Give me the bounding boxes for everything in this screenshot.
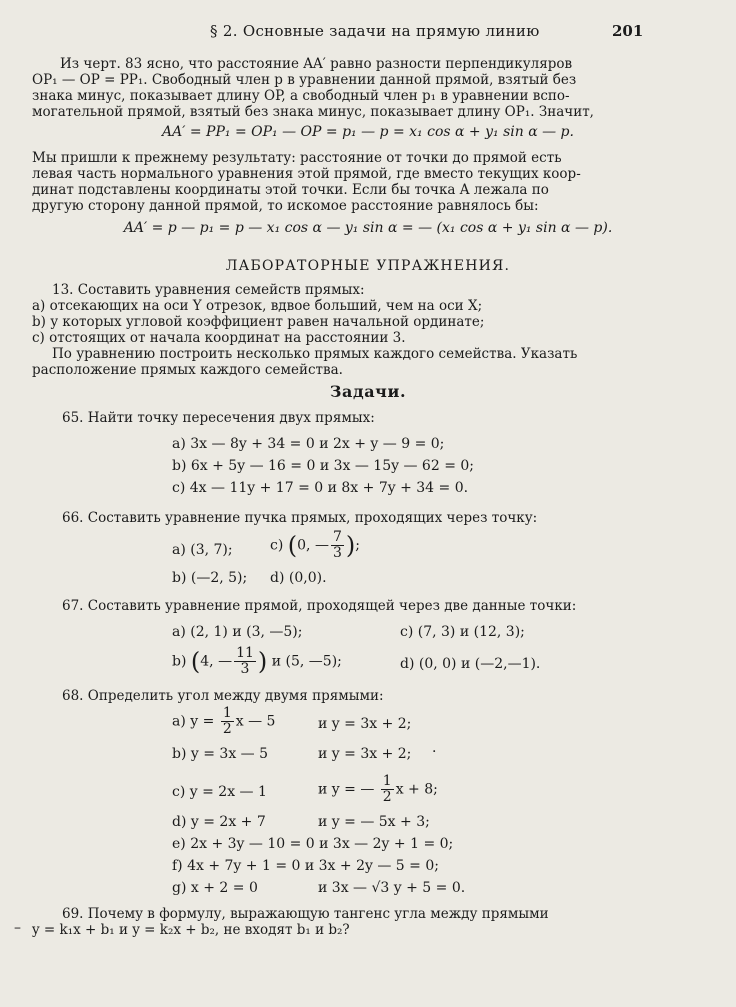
formula-1: AA′ = PP₁ = OP₁ — OP = p₁ — p = x₁ cos α + y₁ sin α — p. [162,124,574,140]
lab-heading: ЛАБОРАТОРНЫЕ УПРАЖНЕНИЯ. [225,258,511,274]
fraction-7-3: $\frac{7}{3}$ [332,529,342,561]
problem-66-b: b) (—2, 5); [172,570,248,586]
problem-69-line-1: 69. Почему в формулу, выражающую тангенс угла между прямыми [62,906,549,922]
problem-67-b: b) (4, — $\frac{11}{3}$ ) и (5, —5); [172,645,342,677]
fraction-1-2: $\frac{1}{2}$ [222,705,232,737]
problem-65-a: a) 3x — 8y + 34 = 0 и 2x + y — 9 = 0; [172,436,445,452]
intro-line-3: знака минус, показывает длину OP, а свободный член p₁ в уравнении вспо- [32,88,570,104]
problem-67-d: d) (0, 0) и (—2,—1). [400,656,541,672]
problem-66-text: 66. Составить уравнение пучка прямых, проходящих через точку: [62,510,538,526]
problem-66-a: a) (3, 7); [172,542,233,558]
intro2-line-2: левая часть нормального уравнения этой прямой, где вместо текущих коор- [32,166,581,182]
intro-line-4: могательной прямой, взятый без знака минус, показывает длину OP₁. Значит, [32,104,594,120]
problem-68-a-left: a) y = $\frac{1}{2}$ x — 5 [172,705,276,737]
fraction-11-3: $\frac{11}{3}$ [236,645,254,677]
problem-66-c: c) (0, — $\frac{7}{3}$ ); [270,529,360,561]
section-title: § 2. Основные задачи на прямую линию [210,22,540,40]
lab-line-5: По уравнению построить несколько прямых каждого семейства. Указать [52,346,578,362]
problem-68-g-right: и 3x — √3 y + 5 = 0. [318,880,466,896]
lab-line-6: расположение прямых каждого семейства. [32,362,343,378]
formula-2: AA′ = p — p₁ = p — x₁ cos α — y₁ sin α = — (x₁ cos α + y₁ sin α — p). [123,220,613,236]
fraction-1-2-b: $\frac{1}{2}$ [382,773,392,805]
problem-68-b-right: и y = 3x + 2; [318,746,412,762]
tasks-heading: Задачи. [329,382,407,401]
problem-65-text: 65. Найти точку пересечения двух прямых: [62,410,375,426]
lab-line-3: b) у которых угловой коэффициент равен начальной ординате; [32,314,485,330]
page-header [0,20,736,44]
margin-dash: – [14,920,21,936]
problem-68-d-right: и y = — 5x + 3; [318,814,430,830]
intro-line-1: Из черт. 83 ясно, что расстояние AA′ равно разности перпендикуляров [60,56,573,72]
page-number: 201 [612,22,644,40]
lab-line-1: 13. Составить уравнения семейств прямых: [52,282,365,298]
problem-68-b-left: b) y = 3x — 5 [172,746,269,762]
intro-line-2: OP₁ — OP = PP₁. Свободный член p в уравнении данной прямой, взятый без [32,72,577,88]
problem-68-f: f) 4x + 7y + 1 = 0 и 3x + 2y — 5 = 0; [172,858,439,874]
problem-67-c: c) (7, 3) и (12, 3); [400,624,525,640]
intro2-line-3: динат подставлены координаты этой точки. Если бы точка A лежала по [32,182,549,198]
problem-69-line-2: y = k₁x + b₁ и y = k₂x + b₂, не входят b₁ и b₂? [32,922,350,938]
problem-68-c-left: c) y = 2x — 1 [172,784,267,800]
problem-67-a: a) (2, 1) и (3, —5); [172,624,303,640]
lab-line-4: c) отстоящих от начала координат на расстоянии 3. [32,330,406,346]
problem-68-d-left: d) y = 2x + 7 [172,814,266,830]
stray-mark: · [432,744,437,760]
intro2-line-1: Мы пришли к прежнему результату: расстояние от точки до прямой есть [32,150,562,166]
problem-68-e: e) 2x + 3y — 10 = 0 и 3x — 2y + 1 = 0; [172,836,454,852]
intro2-line-4: другую сторону данной прямой, то искомое расстояние равнялось бы: [32,198,539,214]
problem-68-a-right: и y = 3x + 2; [318,716,412,732]
problem-68-text: 68. Определить угол между двумя прямыми: [62,688,384,704]
problem-65-b: b) 6x + 5y — 16 = 0 и 3x — 15y — 62 = 0; [172,458,475,474]
problem-66-d: d) (0,0). [270,570,327,586]
problem-68-g-left: g) x + 2 = 0 [172,880,258,896]
lab-line-2: a) отсекающих на оси Y отрезок, вдвое больший, чем на оси X; [32,298,483,314]
problem-67-text: 67. Составить уравнение прямой, проходящей через две данные точки: [62,598,577,614]
problem-65-c: c) 4x — 11y + 17 = 0 и 8x + 7y + 34 = 0. [172,480,469,496]
problem-68-c-right: и y = — $\frac{1}{2}$ x + 8; [318,773,438,805]
